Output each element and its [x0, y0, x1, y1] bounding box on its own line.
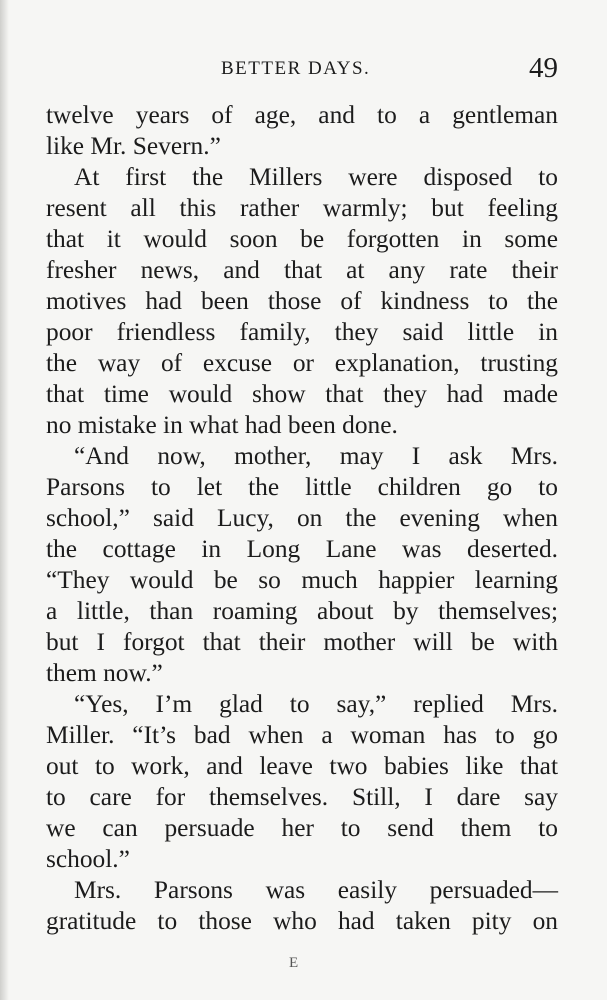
text-line: a little, than roaming about by themselves;: [46, 597, 558, 625]
text-line: that it would soon be forgotten in some: [46, 225, 558, 253]
text-line: fresher news, and that at any rate their: [46, 256, 558, 284]
body-text: [46, 100, 558, 937]
text-line: out to work, and leave two babies like that: [46, 752, 558, 780]
text-line: Mrs. Parsons was easily persuaded—: [74, 876, 558, 904]
text-line: the way of excuse or explanation, trusting: [46, 349, 558, 377]
page-number: 49: [529, 52, 558, 84]
page-edge-shadow: [0, 0, 9, 1000]
text-line: school.”: [46, 845, 130, 873]
text-line: no mistake in what had been done.: [46, 411, 398, 439]
text-line: “They would be so much happier learning: [46, 566, 558, 594]
text-line: “And now, mother, may I ask Mrs.: [74, 442, 558, 470]
text-line: the cottage in Long Lane was deserted.: [46, 535, 558, 563]
text-line: “Yes, I’m glad to say,” replied Mrs.: [74, 690, 558, 718]
text-line: that time would show that they had made: [46, 380, 558, 408]
text-line: we can persuade her to send them to: [46, 814, 558, 842]
text-line: motives had been those of kindness to the: [46, 287, 558, 315]
text-line: poor friendless family, they said little in: [46, 318, 558, 346]
text-line: school,” said Lucy, on the evening when: [46, 504, 558, 532]
text-line: resent all this rather warmly; but feeling: [46, 194, 558, 222]
text-line: but I forgot that their mother will be with: [46, 628, 558, 656]
text-line: to care for themselves. Still, I dare say: [46, 783, 558, 811]
text-line: gratitude to those who had taken pity on: [46, 907, 558, 935]
text-line: Miller. “It’s bad when a woman has to go: [46, 721, 558, 749]
text-line: like Mr. Severn.”: [46, 132, 221, 160]
page-header: [46, 52, 558, 92]
text-line: twelve years of age, and to a gentleman: [46, 101, 558, 129]
running-head: BETTER DAYS.: [221, 58, 371, 79]
text-line: Parsons to let the little children go to: [46, 473, 558, 501]
signature-mark: E: [289, 955, 299, 971]
text-line: them now.”: [46, 659, 163, 687]
text-line: At first the Millers were disposed to: [74, 163, 558, 191]
